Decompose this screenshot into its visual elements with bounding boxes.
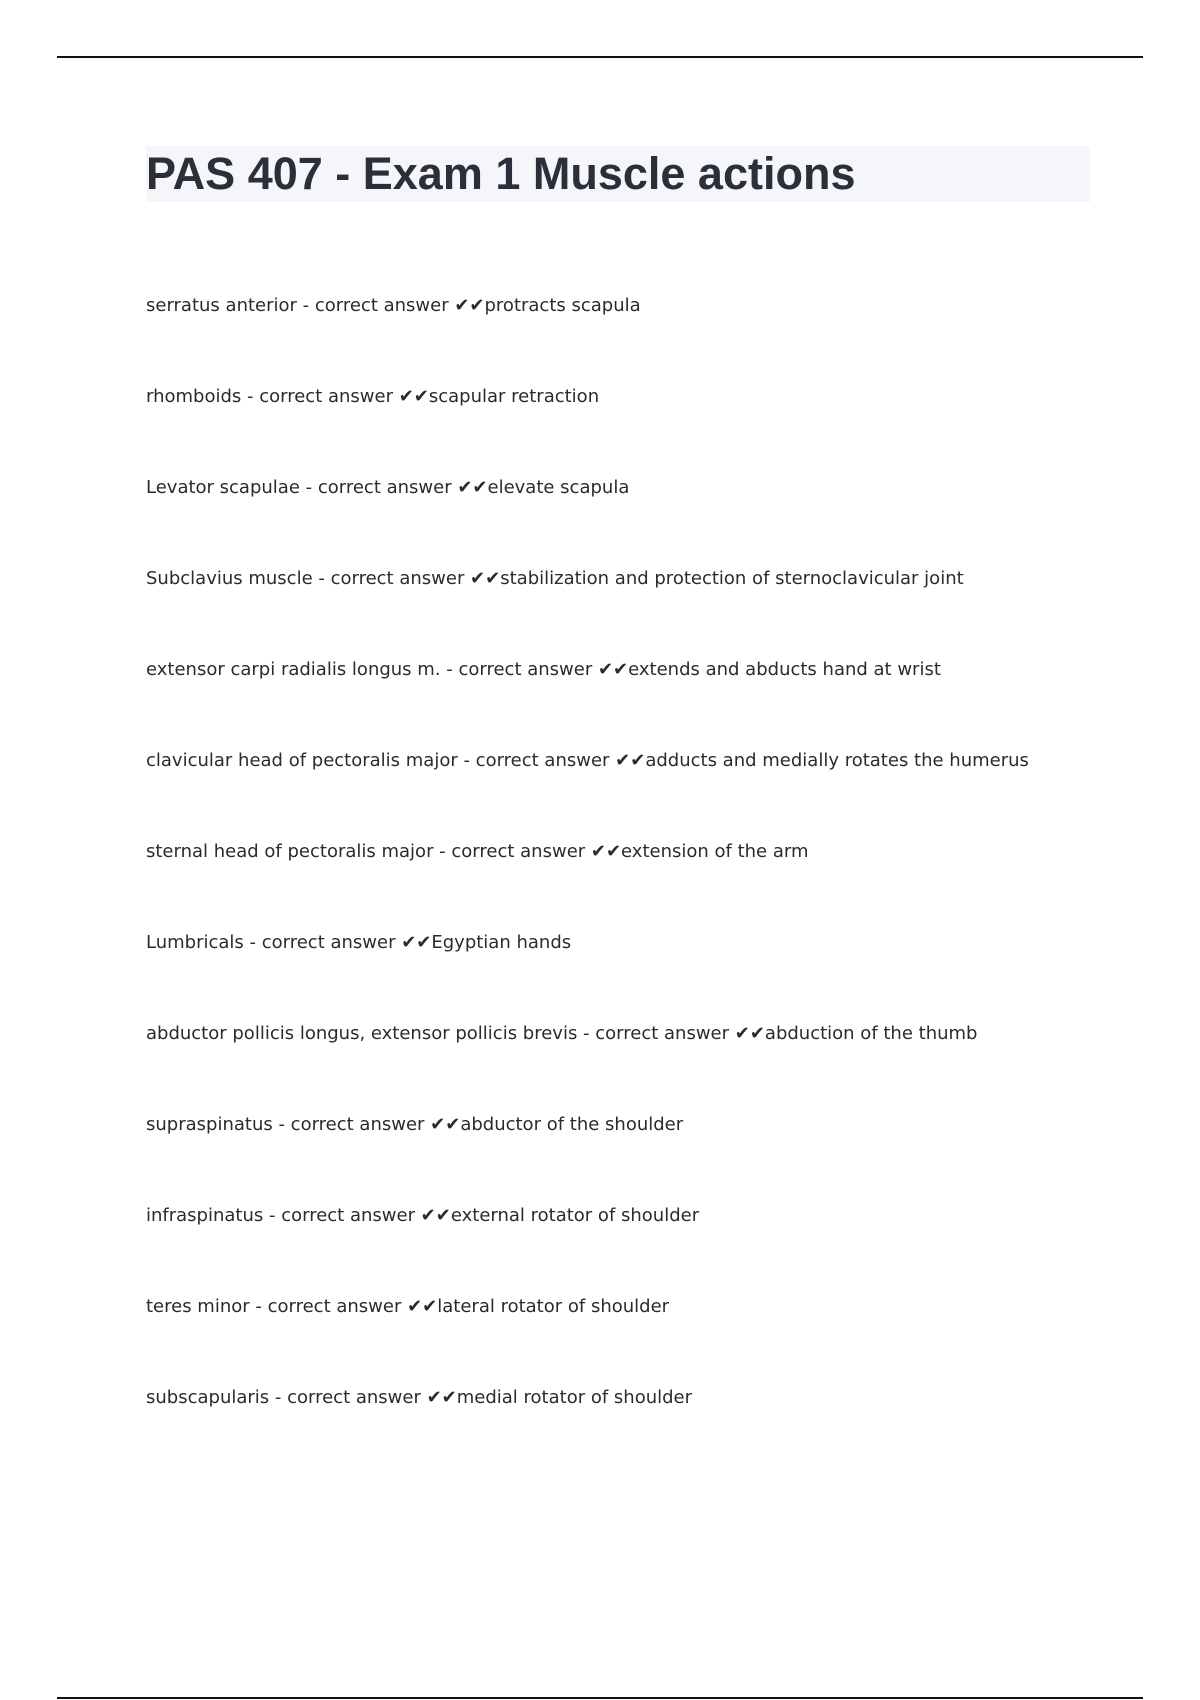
page-title: PAS 407 - Exam 1 Muscle actions (146, 148, 856, 199)
qa-item-lumbricals: Lumbricals - correct answer ✔✔Egyptian hands (146, 932, 572, 953)
qa-item-abductor-pollicis-longus: abductor pollicis longus, extensor pollicis brevis - correct answer ✔✔abduction of the thumb (146, 1023, 978, 1044)
bottom-divider (57, 1697, 1143, 1699)
qa-item-subclavius: Subclavius muscle - correct answer ✔✔stabilization and protection of sternoclavicular joint (146, 568, 964, 589)
top-divider (57, 56, 1143, 58)
qa-item-clavicular-head-pectoralis-major: clavicular head of pectoralis major - correct answer ✔✔adducts and medially rotates the humerus (146, 750, 1029, 771)
qa-item-serratus-anterior: serratus anterior - correct answer ✔✔protracts scapula (146, 295, 641, 316)
qa-item-sternal-head-pectoralis-major: sternal head of pectoralis major - correct answer ✔✔extension of the arm (146, 841, 809, 862)
qa-item-subscapularis: subscapularis - correct answer ✔✔medial rotator of shoulder (146, 1387, 693, 1408)
qa-item-infraspinatus: infraspinatus - correct answer ✔✔external rotator of shoulder (146, 1205, 700, 1226)
qa-item-levator-scapulae: Levator scapulae - correct answer ✔✔elevate scapula (146, 477, 630, 498)
qa-item-supraspinatus: supraspinatus - correct answer ✔✔abductor of the shoulder (146, 1114, 684, 1135)
qa-item-teres-minor: teres minor - correct answer ✔✔lateral rotator of shoulder (146, 1296, 670, 1317)
qa-list (146, 289, 1029, 1472)
qa-item-rhomboids: rhomboids - correct answer ✔✔scapular retraction (146, 386, 600, 407)
qa-item-extensor-carpi-radialis-longus: extensor carpi radialis longus m. - correct answer ✔✔extends and abducts hand at wrist (146, 659, 941, 680)
